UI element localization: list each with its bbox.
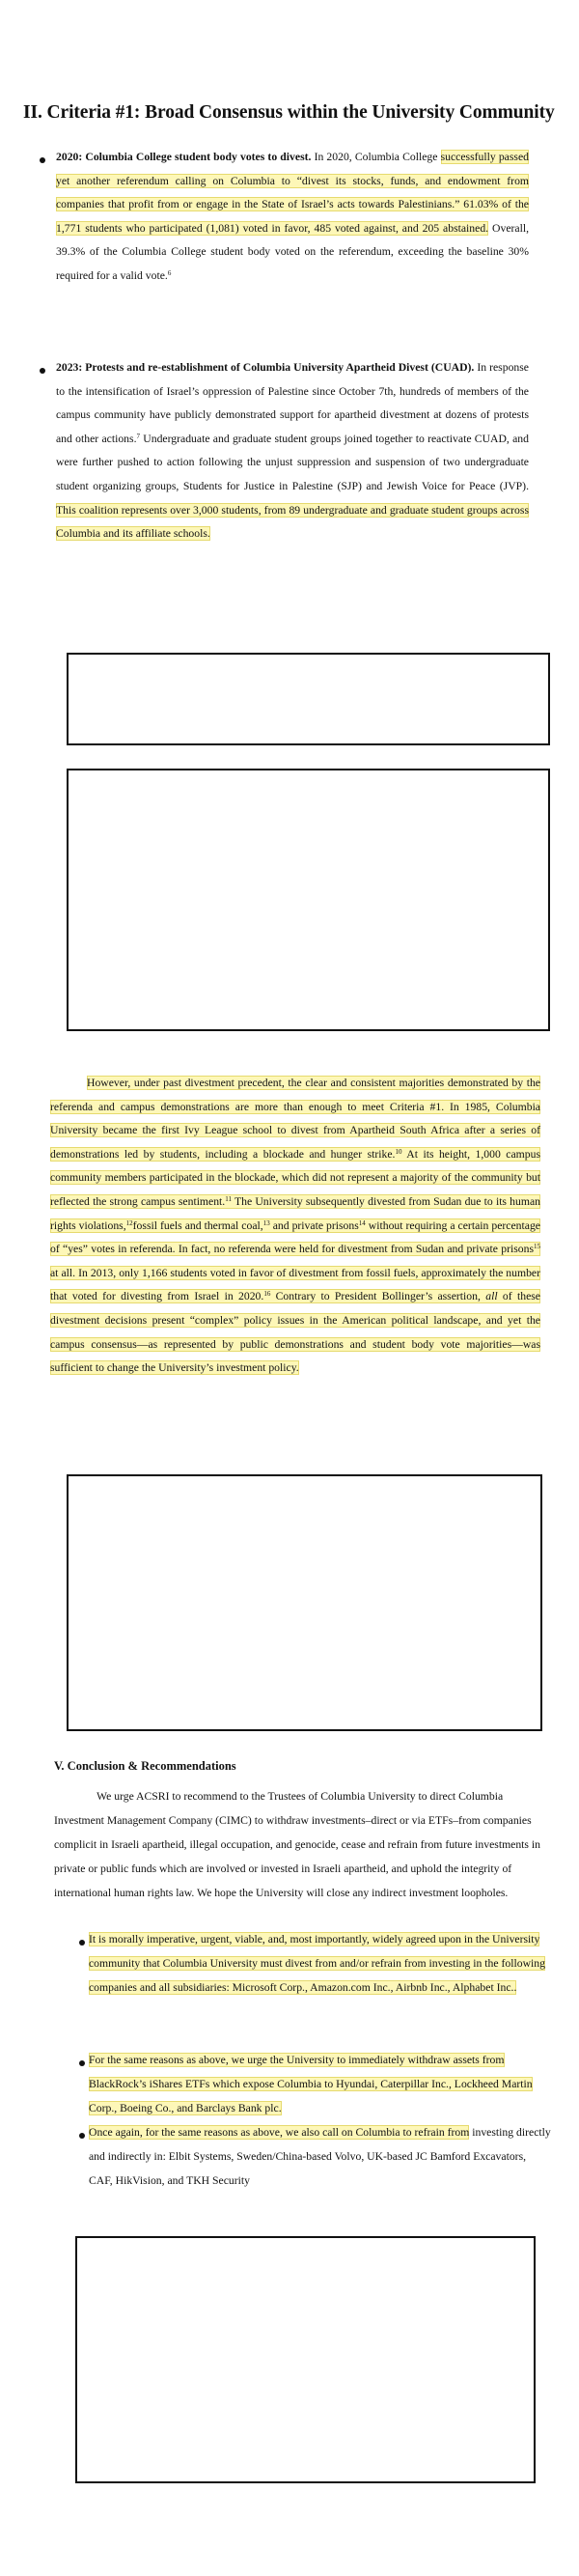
section-heading: II. Criteria #1: Broad Consensus within the University Community [23,102,555,123]
highlighted-text: However, under past divestment precedent, the clear and consistent majorities demonstrated by the referenda and campus demonstrations are more than enough to meet Criteria #1. In 1985, Columbia University became the first Ivy League school to divest from Apartheid South Africa after a series of demonstrations led by students, including a blockade and hunger strike.$^{10}$ At its height, 1,000 campus community members participated in the blockade, which did not represent a majority of the community but reflected the strong campus sentiment.$^{11}$ The University subsequently divested from Sudan due to its human rights violations,$^{12}$fossil fuels and thermal coal,$^{13}$ and private prisons$^{14}$ without requiring a certain percentage of “yes” votes in referenda. In fact, no referenda were held for divestment from Sudan and private prisons$^{15}$ at all. In 2013, only 1,166 students voted in favor of divestment from fossil fuels, approximately the number that voted for divesting from Israel in 2020.16 Contrary to President Bollinger’s assertion, all of these divestment decisions present “complex” policy issues in the American political landscape, and yet the campus consensus—as represented by public demonstrations and student body vote majorities—was sufficient to change the University’s investment policy. [50,1077,540,1375]
highlighted-text: successfully passed yet another referendum calling on Columbia to “divest its stocks, funds, and endowment from companies that profit from or engage in the State of Israel’s acts towards Palestinians.” 61.03% of the 1,771 students who participated (1,081) voted in favor, 485 voted against, and 205 abstained. [56,151,529,235]
recommendation-item [89,2048,552,2120]
bullet-dot [79,2133,85,2139]
bullet-dot [79,1940,85,1946]
bullet-paragraph-2023 [56,356,529,546]
bullet-dot [40,368,45,374]
bullet-lead: 2023: Protests and re-establishment of Columbia University Apartheid Divest (CUAD). [56,361,475,374]
footnote-ref[interactable]: 7 [136,432,140,440]
image-placeholder [67,1474,542,1731]
precedent-paragraph [50,1072,540,1381]
footnote-ref[interactable]: 11 [225,1194,232,1203]
bullet-lead: 2020: Columbia College student body votes to divest. [56,151,312,163]
highlighted-text: Once again, for the same reasons as above, we also call on Columbia to refrain from [89,2126,470,2139]
image-placeholder [75,2236,536,2483]
bullet-dot [79,2060,85,2066]
footnote-ref[interactable]: 12 [125,1218,133,1227]
footnote-ref[interactable]: 15 [534,1243,540,1251]
conclusion-heading: V. Conclusion & Recommendations [54,1759,236,1773]
image-placeholder [67,653,550,745]
recommendation-item [89,1927,552,2000]
image-placeholder [67,769,550,1031]
bullet-text: In 2020, Columbia College [311,151,441,163]
highlighted-text: For the same reasons as above, we urge the University to immediately withdraw assets from BlackRock’s iShares ETFs which expose Columbia to Hyundai, Caterpillar Inc., Lockheed Martin Corp., Boeing Co., and Barclays Bank plc. [89,2054,533,2114]
bullet-text: In response to the intensification of Israel’s oppression of Palestine since October 7th, hundreds of members of the campus community have publicly demonstrated support for apartheid divestment at dozens of protests and other actions. [56,361,529,445]
highlighted-text: This coalition represents over 3,000 students, from 89 undergraduate and graduate student groups across Columbia and its affiliate schools. [56,503,529,541]
bullet-text: Undergraduate and graduate student groups joined together to reactivate CUAD, and were further pushed to action following the unjust suppression and suspension of two undergraduate student organizing groups, Students for Justice in Palestine (SJP) and Jewish Voice for Peace (JVP). [56,432,529,492]
highlighted-text: It is morally imperative, urgent, viable, and, most importantly, widely agreed upon in the University community that Columbia University must divest from and/or refrain from investing in the following companies and all subsidiaries: Microsoft Corp., Amazon.com Inc., Airbnb Inc., Alphabet Inc.. [89,1933,545,1994]
footnote-ref[interactable]: 13 [262,1218,270,1227]
recommendation-item: Once again, for the same reasons as above, we also call on Columbia to refrain from investing directly and indirectly in: Elbit Systems, Sweden/China-based Volvo, UK-based JC Bamford Excavators, CAF, HikVision, and TKH Security [89,2126,551,2187]
conclusion-intro: We urge ACSRI to recommend to the Trustees of Columbia University to direct Columbia Investment Management Company (CIMC) to withdraw investments–direct or via ETFs–from companies complicit in Israeli apartheid, illegal occupation, and genocide, cease and refrain from future investments in private or public funds which are involved or invested in Israeli apartheid, and uphold the integrity of international human rights law. We hope the University will close any indirect investment loopholes. [54,1790,540,1899]
footnote-ref[interactable]: 14 [358,1218,366,1227]
footnote-ref[interactable]: 10 [395,1147,402,1156]
bullet-dot [40,157,45,163]
footnote-ref[interactable]: 16 [263,1290,271,1299]
bullet-paragraph-2020 [56,146,529,289]
bullet-text: Overall, 39.3% of the Columbia College student body voted on the referendum, exceeding the baseline 30% required for a valid vote. [56,221,529,282]
footnote-ref[interactable]: 6 [167,268,172,277]
